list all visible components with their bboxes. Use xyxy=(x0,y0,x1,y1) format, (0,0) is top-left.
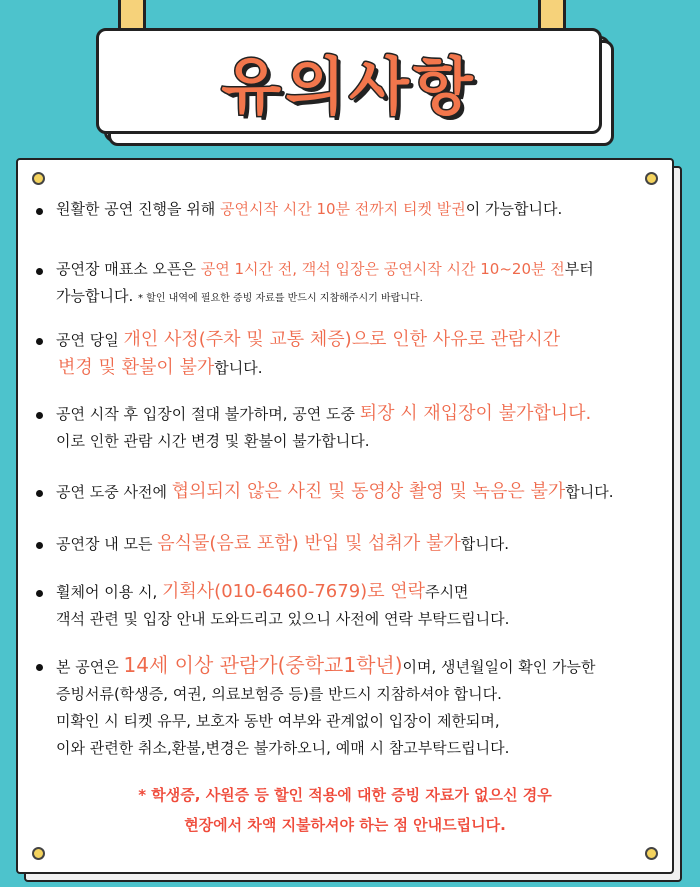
caution-item xyxy=(36,478,658,506)
body-text: 공연 도중 사전에 xyxy=(56,483,172,501)
highlight-text: 협의되지 않은 사진 및 동영상 촬영 및 녹음은 불가 xyxy=(171,481,566,502)
body-text: 합니다. xyxy=(565,483,614,501)
notice-line: * 학생증, 사원증 등 할인 적용에 대한 증빙 자료가 없으신 경우 xyxy=(138,786,552,804)
caution-line xyxy=(36,196,658,223)
body-text: 이로 인한 관람 시간 변경 및 환불이 불가합니다. xyxy=(56,432,370,450)
caution-line xyxy=(36,354,658,382)
body-text: 미확인 시 티켓 유무, 보호자 동반 여부와 관계없이 입장이 제한되며, xyxy=(56,712,500,730)
bullet-icon xyxy=(36,590,43,597)
body-text: 이와 관련한 취소,환불,변경은 불가하오니, 예매 시 참고부탁드립니다. xyxy=(56,739,510,757)
caution-line xyxy=(36,708,658,735)
caution-item xyxy=(36,400,658,455)
caution-line xyxy=(36,578,658,606)
bullet-icon xyxy=(36,412,43,419)
highlight-text: 개인 사정(주차 및 교통 체증)으로 인한 사유로 관람시간 xyxy=(123,329,561,350)
caution-line xyxy=(36,530,658,558)
small-note: * 할인 내역에 필요한 증빙 자료를 반드시 지참해주시기 바랍니다. xyxy=(138,293,423,304)
caution-item xyxy=(36,652,658,762)
caution-item xyxy=(36,256,658,312)
caution-line xyxy=(36,606,658,633)
caution-line xyxy=(36,735,658,762)
caution-item xyxy=(36,578,658,633)
caution-line xyxy=(36,283,658,312)
pin-icon xyxy=(645,847,658,860)
pin-icon xyxy=(32,172,45,185)
bullet-icon xyxy=(36,542,43,549)
body-text: 공연 시작 후 입장이 절대 불가하며, 공연 도중 xyxy=(56,405,360,423)
discount-notice xyxy=(18,780,672,840)
body-text: 이며, 생년월일이 확인 가능한 xyxy=(402,658,596,676)
caution-line xyxy=(36,478,658,506)
body-text: 공연 당일 xyxy=(56,331,124,349)
highlight-text: 퇴장 시 재입장이 불가합니다. xyxy=(359,403,592,424)
body-text: 부터 xyxy=(564,260,594,278)
title-board xyxy=(96,28,602,134)
body-text: 증빙서류(학생증, 여권, 의료보험증 등)를 반드시 지참하셔야 합니다. xyxy=(56,685,502,703)
body-text: 합니다. xyxy=(214,359,263,377)
body-text: 가능합니다. xyxy=(56,287,138,305)
body-text: 합니다. xyxy=(460,535,509,553)
body-text: 공연장 내 모든 xyxy=(56,535,158,553)
bullet-icon xyxy=(36,338,43,345)
body-text: 원활한 공연 진행을 위해 xyxy=(56,200,220,218)
notice-line: 현장에서 차액 지불하셔야 하는 점 안내드립니다. xyxy=(184,816,506,834)
caution-item xyxy=(36,196,658,223)
caution-line xyxy=(36,400,658,428)
bullet-icon xyxy=(36,664,43,671)
highlight-text: 공연시작 시간 10분 전까지 티켓 발권 xyxy=(219,200,466,218)
highlight-text: 변경 및 환불이 불가 xyxy=(58,357,215,378)
body-text: 휠체어 이용 시, xyxy=(56,583,163,601)
caution-line xyxy=(36,652,658,681)
caution-item xyxy=(36,326,658,382)
pin-icon xyxy=(32,847,45,860)
notice-board xyxy=(16,158,674,874)
pin-icon xyxy=(645,172,658,185)
highlight-text: 공연 1시간 전, 객석 입장은 공연시작 시간 10~20분 전 xyxy=(200,260,565,278)
bullet-icon xyxy=(36,208,43,215)
caution-line xyxy=(36,256,658,283)
caution-item xyxy=(36,530,658,558)
bullet-icon xyxy=(36,490,43,497)
caution-line xyxy=(36,428,658,455)
body-text: 이 가능합니다. xyxy=(465,200,563,218)
body-text: 주시면 xyxy=(425,583,469,601)
body-text: 공연장 매표소 오픈은 xyxy=(56,260,201,278)
bullet-icon xyxy=(36,268,43,275)
caution-line xyxy=(36,326,658,354)
page-title: 유의사항 xyxy=(221,49,477,123)
body-text: 객석 관련 및 입장 안내 도와드리고 있으니 사전에 연락 부탁드립니다. xyxy=(56,610,510,628)
caution-line xyxy=(36,681,658,708)
highlight-text: 음식물(음료 포함) 반입 및 섭취가 불가 xyxy=(157,533,461,554)
body-text: 본 공연은 xyxy=(56,658,124,676)
highlight-text: 14세 이상 관람가(중학교1학년) xyxy=(123,653,403,677)
highlight-text: 기획사(010-6460-7679)로 연락 xyxy=(162,581,426,602)
